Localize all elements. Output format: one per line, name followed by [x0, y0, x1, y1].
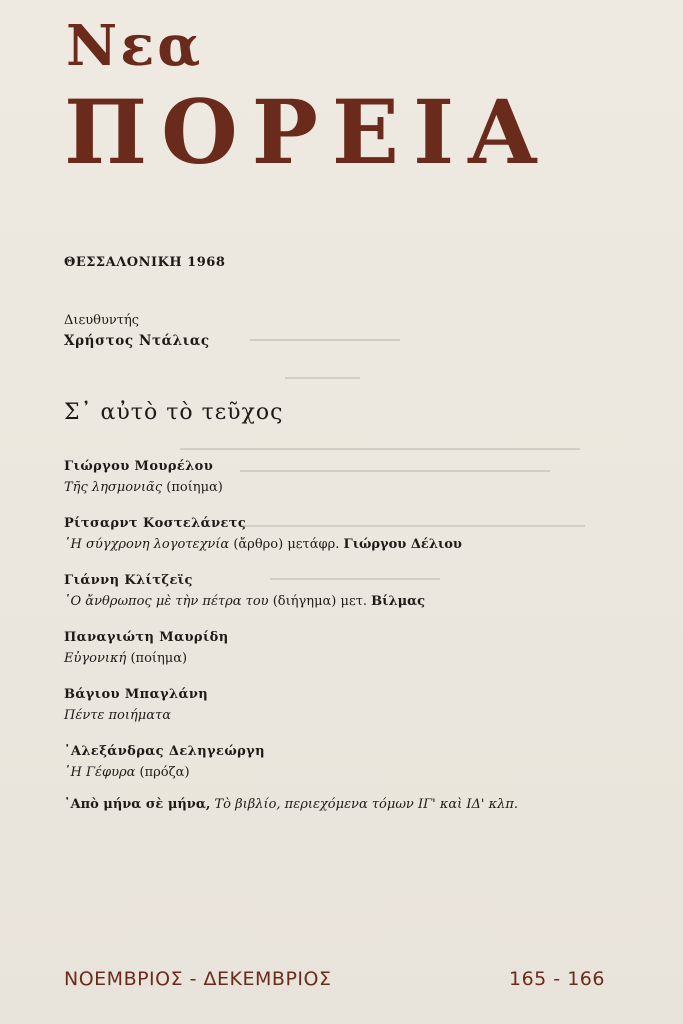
list-item — [64, 457, 624, 499]
entry-title: Τῆς λησμονιᾶς — [64, 480, 163, 495]
bleed-through-mark — [285, 377, 360, 379]
final-entry-italic: Τὸ βιβλίο, περιεχόμενα τόμων ΙΓ' καὶ ΙΔ' κλπ. — [214, 797, 519, 812]
director-name: Χρήστος Ντάλιας — [64, 333, 210, 349]
entry-author: Γιώργου Μουρέλου — [64, 459, 214, 474]
list-item — [64, 514, 624, 556]
entry-title: Εὐγονική — [64, 651, 127, 666]
entry-translator: Βίλμας — [371, 594, 425, 609]
list-item — [64, 685, 624, 727]
list-item — [64, 628, 624, 670]
entry-author: Παναγιώτη Μαυρίδη — [64, 630, 229, 645]
director-label: Διευθυντής — [64, 313, 140, 328]
entry-title: ῾Η σύγχρονη λογοτεχνία — [64, 537, 230, 552]
table-of-contents — [64, 457, 624, 815]
entry-author: ᾿Αλεξάνδρας Δεληγεώργη — [64, 744, 265, 759]
entry-note: (πρόζα) — [139, 765, 190, 780]
list-item — [64, 571, 624, 613]
section-title: Σ᾿ αὐτὸ τὸ τεῦχος — [64, 400, 284, 425]
entry-author: Γιάννη Κλίτζεϊς — [64, 573, 193, 588]
masthead-poreia: ΠΟΡΕΙΑ — [64, 80, 551, 184]
masthead-nea: Νεα — [66, 13, 204, 79]
entry-translator: Γιώργου Δέλιου — [343, 537, 462, 552]
entry-work — [64, 762, 624, 784]
entry-title: ῾Ο ἄνθρωπος μὲ τὴν πέτρα του — [64, 594, 269, 609]
entry-work — [64, 648, 624, 670]
entry-author: Ρίτσαρντ Κοστελάνετς — [64, 516, 247, 531]
entry-work — [64, 591, 624, 613]
bleed-through-mark — [180, 448, 580, 450]
issue-numbers: 165 - 166 — [509, 968, 605, 990]
entry-note: (ποίημα) — [166, 480, 223, 495]
final-entry-bold: ᾿Απὸ μήνα σὲ μήνα, — [64, 797, 211, 812]
entry-author: Βάγιου Μπαγλάνη — [64, 687, 209, 702]
final-entry — [64, 795, 624, 815]
entry-title: Πέντε ποιήματα — [64, 708, 171, 723]
issue-months: ΝΟΕΜΒΡΙΟΣ - ΔΕΚΕΜΒΡΙΟΣ — [64, 968, 332, 990]
entry-title: ῾Η Γέφυρα — [64, 765, 136, 780]
bleed-through-mark — [250, 339, 400, 341]
entry-note: (ποίημα) — [130, 651, 188, 666]
list-item — [64, 742, 624, 784]
entry-work — [64, 477, 624, 499]
entry-note: (διήγημα) μετ. — [272, 594, 368, 609]
entry-work — [64, 705, 624, 727]
entry-note: (ἄρθρο) μετάφρ. — [233, 537, 340, 552]
entry-work — [64, 534, 624, 556]
place-year: ΘΕΣΣΑΛΟΝΙΚΗ 1968 — [64, 255, 226, 270]
